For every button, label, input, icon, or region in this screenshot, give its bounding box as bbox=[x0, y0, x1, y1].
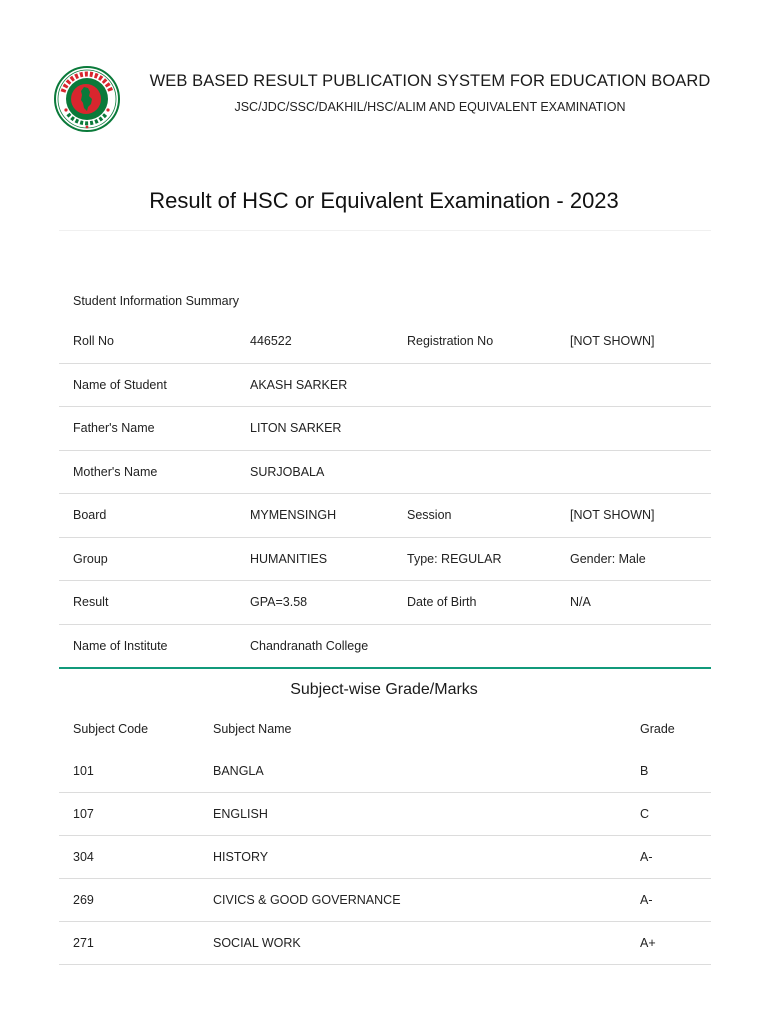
grades-header-row bbox=[59, 708, 711, 750]
student-info-table bbox=[59, 320, 711, 669]
subject-grade: B bbox=[626, 750, 711, 793]
page-header bbox=[0, 0, 768, 150]
info-row-name bbox=[59, 363, 711, 407]
subject-code: 304 bbox=[59, 836, 199, 879]
info-label bbox=[393, 450, 556, 494]
grades-caption: Subject-wise Grade/Marks bbox=[290, 681, 478, 698]
info-label: Father's Name bbox=[59, 407, 236, 451]
column-header-grade: Grade bbox=[640, 722, 675, 736]
table-row bbox=[59, 750, 711, 793]
info-label: Session bbox=[393, 494, 556, 538]
info-label: Result bbox=[59, 581, 236, 625]
subject-name: CIVICS & GOOD GOVERNANCE bbox=[199, 879, 626, 922]
info-value: HUMANITIES bbox=[236, 537, 393, 581]
info-label: Mother's Name bbox=[59, 450, 236, 494]
info-label: Date of Birth bbox=[393, 581, 556, 625]
info-value: Gender: Male bbox=[556, 537, 711, 581]
table-row bbox=[59, 922, 711, 965]
info-value: LITON SARKER bbox=[236, 407, 393, 451]
info-value: [NOT SHOWN] bbox=[556, 320, 711, 363]
info-value: GPA=3.58 bbox=[236, 581, 393, 625]
info-label: Type: REGULAR bbox=[393, 537, 556, 581]
table-row bbox=[59, 836, 711, 879]
column-header-code: Subject Code bbox=[73, 722, 149, 736]
info-label: Registration No bbox=[393, 320, 556, 363]
info-value: SURJOBALA bbox=[236, 450, 393, 494]
subject-grade: A- bbox=[626, 836, 711, 879]
page-title: Result of HSC or Equivalent Examination - 2023 bbox=[149, 188, 619, 213]
info-row-group bbox=[59, 537, 711, 581]
subject-code: 269 bbox=[59, 879, 199, 922]
student-info-caption: Student Information Summary bbox=[73, 294, 240, 308]
table-row bbox=[59, 793, 711, 836]
subject-code: 107 bbox=[59, 793, 199, 836]
info-row-result bbox=[59, 581, 711, 625]
info-label: Name of Institute bbox=[59, 624, 236, 668]
info-label bbox=[393, 363, 556, 407]
subject-name: BANGLA bbox=[199, 750, 626, 793]
info-value: N/A bbox=[556, 581, 711, 625]
subject-name: ENGLISH bbox=[199, 793, 626, 836]
info-row-board bbox=[59, 494, 711, 538]
subject-grade: A- bbox=[626, 879, 711, 922]
title-divider bbox=[59, 230, 711, 231]
column-header-name: Subject Name bbox=[213, 722, 292, 736]
system-title: WEB BASED RESULT PUBLICATION SYSTEM FOR EDUCATION BOARD bbox=[149, 72, 711, 90]
info-row-mother bbox=[59, 450, 711, 494]
info-value bbox=[556, 624, 711, 668]
subject-grade: A+ bbox=[626, 922, 711, 965]
info-label: Name of Student bbox=[59, 363, 236, 407]
system-subtitle: JSC/JDC/SSC/DAKHIL/HSC/ALIM AND EQUIVALENT EXAMINATION bbox=[234, 100, 626, 114]
info-value: Chandranath College bbox=[236, 624, 393, 668]
info-label bbox=[393, 407, 556, 451]
info-value: MYMENSINGH bbox=[236, 494, 393, 538]
info-value: [NOT SHOWN] bbox=[556, 494, 711, 538]
subject-name: HISTORY bbox=[199, 836, 626, 879]
info-row-roll bbox=[59, 320, 711, 363]
info-label: Roll No bbox=[59, 320, 236, 363]
subject-code: 101 bbox=[59, 750, 199, 793]
info-value bbox=[556, 407, 711, 451]
info-value bbox=[556, 450, 711, 494]
grades-table bbox=[59, 708, 711, 965]
info-label: Board bbox=[59, 494, 236, 538]
table-row bbox=[59, 879, 711, 922]
subject-grade: C bbox=[626, 793, 711, 836]
info-label: Group bbox=[59, 537, 236, 581]
info-row-father bbox=[59, 407, 711, 451]
subject-name: SOCIAL WORK bbox=[199, 922, 626, 965]
info-label bbox=[393, 624, 556, 668]
info-value bbox=[556, 363, 711, 407]
info-row-institute bbox=[59, 624, 711, 668]
info-value: AKASH SARKER bbox=[236, 363, 393, 407]
info-value: 446522 bbox=[236, 320, 393, 363]
government-seal-icon bbox=[54, 66, 120, 132]
subject-code: 271 bbox=[59, 922, 199, 965]
